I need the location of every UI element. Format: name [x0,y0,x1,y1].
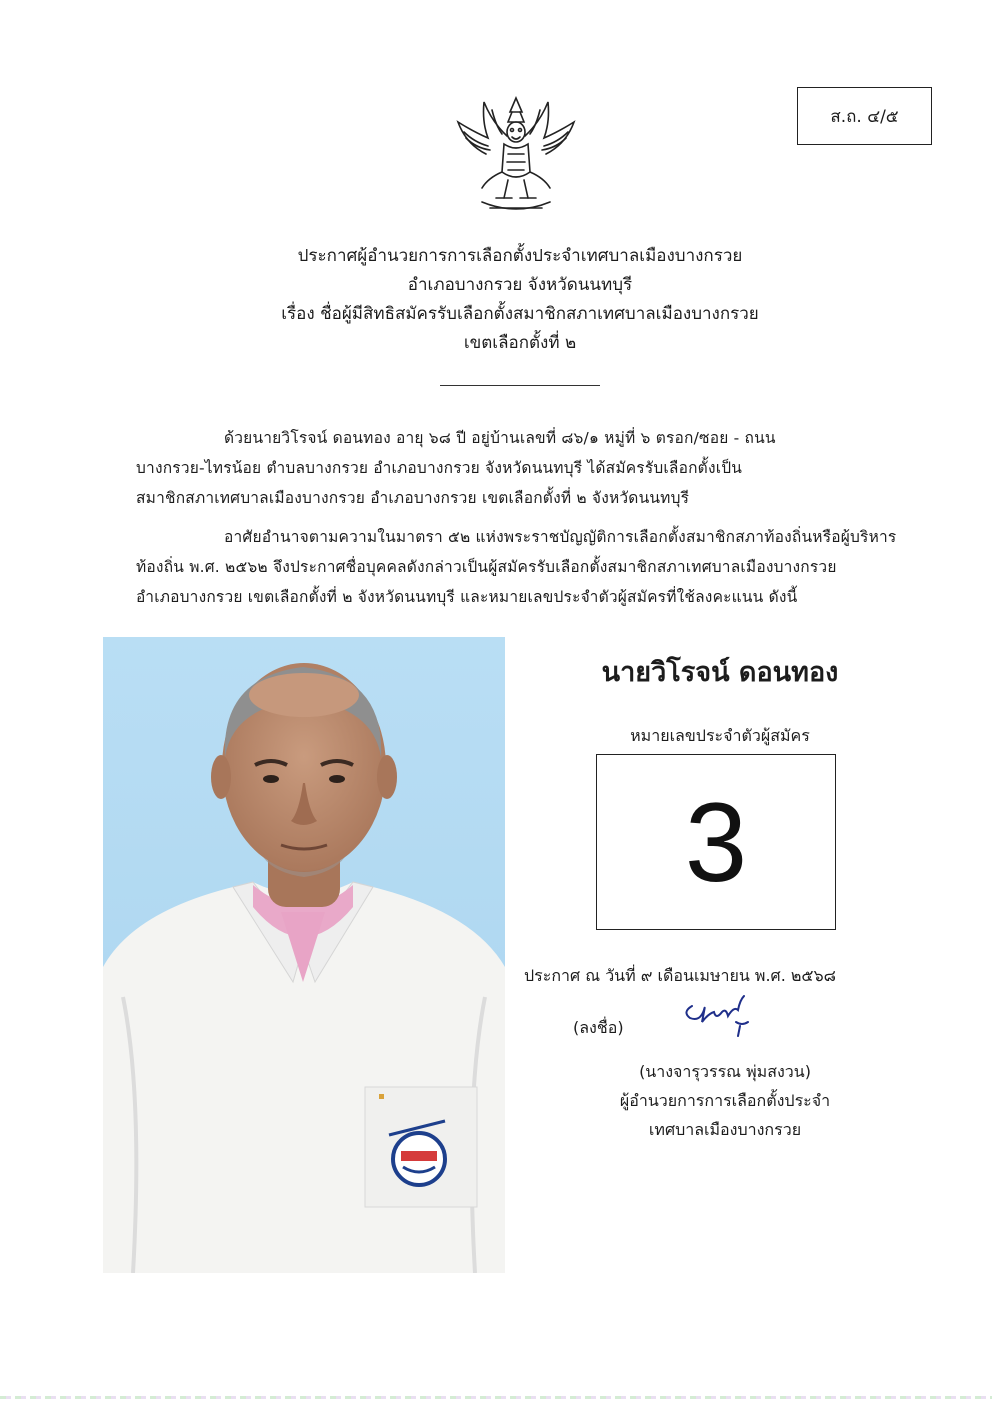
paragraph1-line: ด้วยนายวิโรจน์ ดอนทอง อายุ ๖๘ ปี อยู่บ้านเลขที่ ๘๖/๑ หมู่ที่ ๖ ตรอก/ซอย - ถนน [224,429,776,447]
header-district: อำเภอบางกรวย จังหวัดนนทบุรี [407,275,633,295]
paragraph-legal-basis [136,522,902,612]
signer-name: (นางจารุวรรณ พุ่มสงวน) [639,1062,811,1081]
signer-position: ผู้อำนวยการการเลือกตั้งประจำ [619,1091,831,1110]
candidate-name: นายวิโรจน์ ดอนทอง [601,657,839,688]
paragraph1-line: สมาชิกสภาเทศบาลเมืองบางกรวย อำเภอบางกรวย เขตเลือกตั้งที่ ๒ จังหวัดนนทบุรี [136,489,690,507]
candidate-number-box [596,754,836,930]
header-subject: เรื่อง ชื่อผู้มีสิทธิสมัครรับเลือกตั้งสมาชิกสภาเทศบาลเมืองบางกรวย [281,304,759,324]
header-constituency: เขตเลือกตั้งที่ ๒ [463,333,577,353]
form-code: ส.ถ. ๔/๕ [830,106,899,127]
candidate-photo [103,637,505,1273]
title-divider [440,385,600,386]
announcement-date: ประกาศ ณ วันที่ ๙ เดือนเมษายน พ.ศ. ๒๕๖๘ [524,966,837,985]
paragraph2-line: ท้องถิ่น พ.ศ. ๒๕๖๒ จึงประกาศชื่อบุคคลดังกล่าวเป็นผู้สมัครรับเลือกตั้งสมาชิกสภาเทศบาลเมืองบางกรวย [136,558,837,576]
paragraph2-line: อำเภอบางกรวย เขตเลือกตั้งที่ ๒ จังหวัดนนทบุรี และหมายเลขประจำตัวผู้สมัครที่ใช้ลงคะแนน ดังนี้ [136,588,798,606]
candidate-number-label: หมายเลขประจำตัวผู้สมัคร [630,726,810,745]
garuda-emblem-icon [452,92,580,222]
paragraph1-line: บางกรวย-ไทรน้อย ตำบลบางกรวย อำเภอบางกรวย จังหวัดนนทบุรี ได้สมัครรับเลือกตั้งเป็น [136,459,743,477]
signer-organization: เทศบาลเมืองบางกรวย [648,1120,802,1139]
scan-artifact-line [0,1396,992,1399]
paragraph2-line: อาศัยอำนาจตามความในมาตรา ๕๒ แห่งพระราชบัญญัติการเลือกตั้งสมาชิกสภาท้องถิ่นหรือผู้บริหาร [224,528,897,546]
paragraph-candidate-info [136,423,902,513]
announcement-header [200,242,840,358]
signature-label: (ลงชื่อ) [573,1018,624,1037]
form-code-box [797,87,932,145]
signatory-block [580,1057,870,1144]
header-title: ประกาศผู้อำนวยการการเลือกตั้งประจำเทศบาลเมืองบางกรวย [297,246,743,266]
candidate-number: 3 [684,779,748,905]
handwritten-signature [678,992,758,1042]
